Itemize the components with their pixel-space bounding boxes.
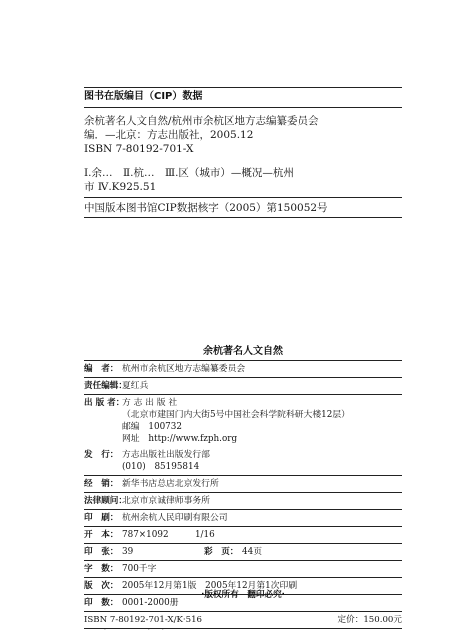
cip-bottom-rule [84,217,402,218]
cip-verify-number: 中国版本图书馆CIP数据核字（2005）第150052号 [84,202,328,214]
distribution-label: 发 行： [84,450,119,460]
edition-value: 2005年12月第1版 2005年12月第1次印刷 [122,581,298,591]
printrun-value: 0001-2000册 [122,598,179,608]
words-row [84,561,402,577]
colophon-block [84,342,402,629]
cip-record-line: ISBN 7-80192-701-X [84,143,194,155]
price: 定价：150.00元 [337,615,402,625]
publisher-website: 网址 http://www.fzph.org [122,434,238,444]
responsible-editor-label: 责任编辑： [84,381,127,391]
editor-row [84,361,402,377]
publisher-address: （北京市建国门内大街5号中国社会科学院科研大楼12层） [122,410,350,420]
distribution-value: 方志出版社出版发行部 [122,450,210,460]
cip-classification-line: 市 Ⅳ.K925.51 [84,181,157,193]
printer-row [84,510,402,526]
sales-value: 新华书店总店北京发行所 [122,479,219,489]
distribution-details [122,449,402,473]
cip-record-line: 余杭著名人文自然/杭州市余杭区地方志编纂委员会 [84,115,319,127]
format-row [84,527,402,543]
words-value: 700千字 [122,564,157,574]
printer-label: 印 刷： [84,513,119,523]
editor-label: 编 者： [84,364,119,374]
sheets-row [84,544,402,560]
publisher-details [122,397,402,445]
legal-value: 北京市京诚律师事务所 [122,496,210,506]
distribution-phone: (010) 85195814 [122,462,200,472]
cip-record [84,108,402,160]
edition-label: 版 次： [84,581,119,591]
legal-row [84,493,402,509]
responsible-editor-value: 夏红兵 [122,381,149,391]
sheets-label: 印 张： [84,547,119,557]
responsible-editor-row [84,378,402,394]
cip-record-line: 编．—北京：方志出版社，2005.12 [84,129,254,141]
plates-label: 彩 页： [204,547,239,557]
cip-classification [84,160,402,197]
printrun-label: 印 数： [84,598,119,608]
editor-value: 杭州市余杭区地方志编纂委员会 [122,364,246,374]
legal-label: 法律顾问： [84,496,127,506]
cip-classification-line: Ⅰ.余… Ⅱ.杭… Ⅲ.区（城市）—概况—杭州 [84,167,294,179]
format-value: 787×1092 1/16 [122,530,215,540]
sheets-value: 39 [122,547,134,557]
printer-value: 杭州余杭人民印刷有限公司 [122,513,228,523]
rights-notice: ·版权所有 翻印必究· [201,590,285,600]
publisher-name: 方 志 出 版 社 [122,398,178,408]
publisher-row [84,395,402,447]
distribution-row [84,447,402,475]
plates-value: 44页 [242,547,262,557]
cip-heading: 图书在版编目（CIP）数据 [84,91,203,102]
book-title: 余杭著名人文自然 [203,346,283,357]
publisher-postcode: 邮编 100732 [122,422,182,432]
sales-label: 经 销： [84,479,119,489]
format-label: 开 本： [84,530,119,540]
words-label: 字 数： [84,564,119,574]
stray-print-marks: · · · [104,627,164,634]
sales-row [84,476,402,492]
isbn-full: ISBN 7-80192-701-X/K·516 [84,615,203,625]
publisher-label: 出 版 者： [84,398,125,408]
cip-data-block [84,87,402,218]
